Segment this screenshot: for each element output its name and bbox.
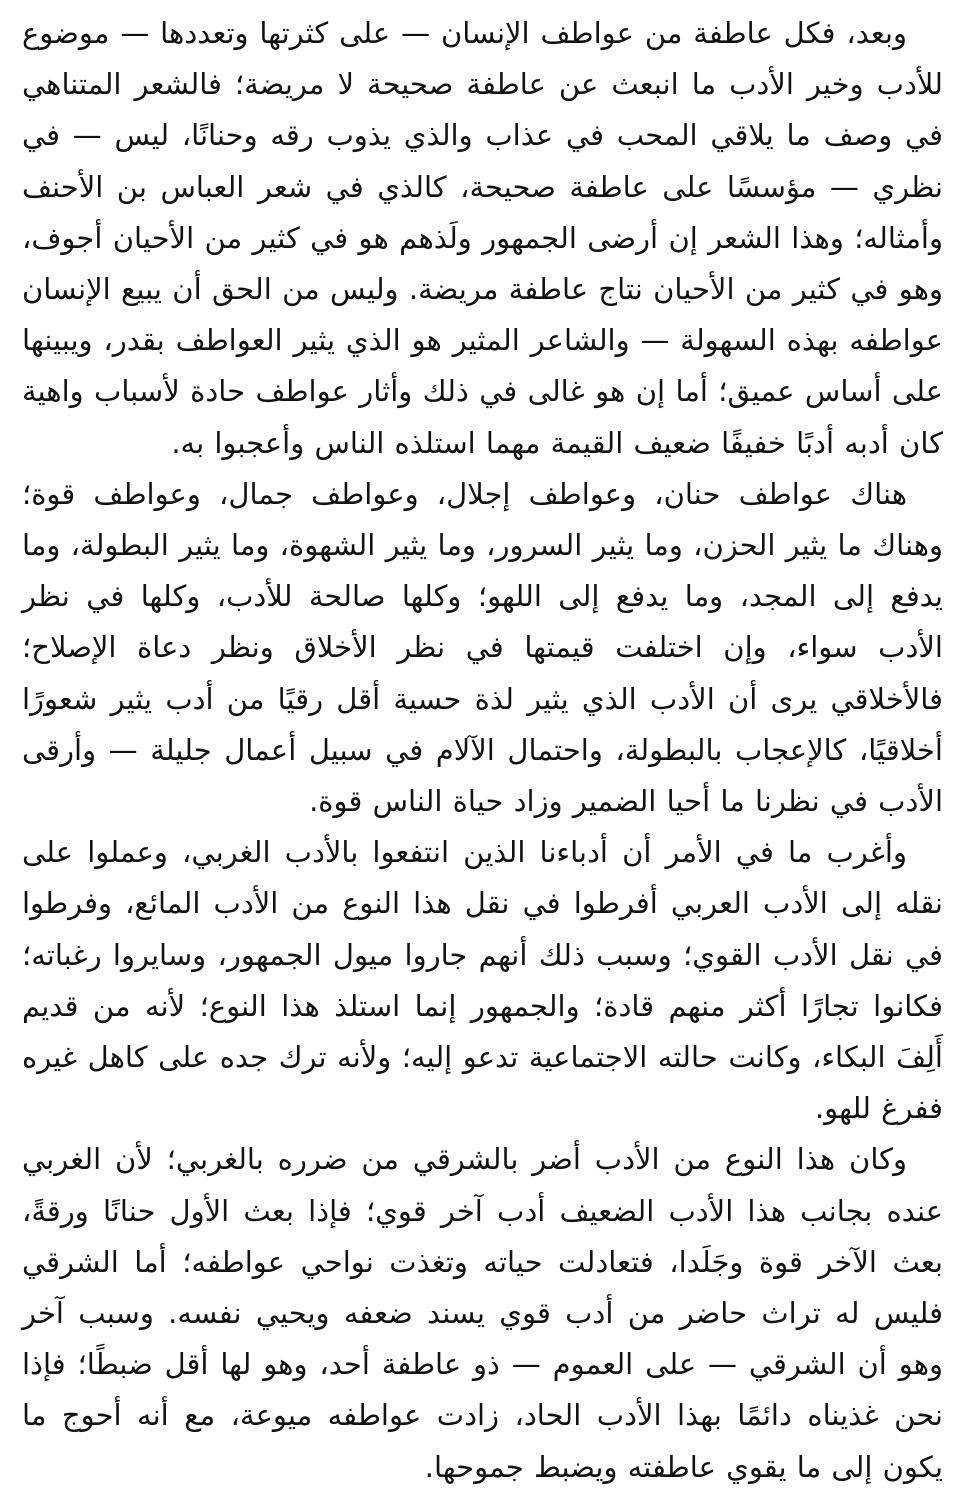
cropped-line-text	[22, 0, 943, 8]
paragraph-4: وكان هذا النوع من الأدب أضر بالشرقي من ضرره بالغربي؛ لأن الغربي عنده بجانب هذا الأدب الضعيف أدب آخر قوي؛ فإذا بعث الأول حنانًا ورقةً، بعث الآخر قوة وجَلَدا، فتعادلت حياته وتغذت نواحي عواطفه؛ أما الشرقي فليس له تراث حاضر من أدب قوي يسند ضعفه ويحيي نفسه. وسبب آخر وهو أن الشرقي — على العموم — ذو عاطفة أحد، وهو لها أقل ضبطًا؛ فإذا نحن غذيناه دائمًا بهذا الأدب الحاد، زادت عواطفه ميوعة، مع أنه أحوج ما يكون إلى ما يقوي عاطفته ويضبط جموحها.	[22, 1142, 943, 1484]
cropped-top-line	[22, 0, 943, 8]
paragraph-1: وبعد، فكل عاطفة من عواطف الإنسان — على كثرتها وتعددها — موضوع للأدب وخير الأدب ما انبعث عن عاطفة صحيحة لا مريضة؛ فالشعر المتناهي في وصف ما يلاقي المحب في عذاب والذي يذوب رقه وحنانًا، ليس — في نظري — مؤسسًا على عاطفة صحيحة، كالذي في شعر العباس بن الأحنف وأمثاله؛ وهذا الشعر إن أرضى الجمهور ولَذهم هو في كثير من الأحيان أجوف، وهو في كثير من الأحيان نتاج عاطفة مريضة. وليس من الحق أن يبيع الإنسان عواطفه بهذه السهولة — والشاعر المثير هو الذي يثير العواطف بقدر، ويبينها على أساس عميق؛ أما إن هو غالى في ذلك وأثار عواطف حادة لأسباب واهية كان أدبه أدبًا خفيفًا ضعيف القيمة مهما استلذه الناس وأعجبوا به.	[22, 16, 943, 460]
paragraph-2: هناك عواطف حنان، وعواطف إجلال، وعواطف جمال، وعواطف قوة؛ وهناك ما يثير الحزن، وما يثير السرور، وما يثير الشهوة، وما يثير البطولة، وما يدفع إلى المجد، وما يدفع إلى اللهو؛ وكلها صالحة للأدب، وكلها في نظر الأدب سواء، وإن اختلفت قيمتها في نظر الأخلاق ونظر دعاة الإصلاح؛ فالأخلاقي يرى أن الأدب الذي يثير لذة حسية أقل رقيًا من أدب يثير شعورًا أخلاقيًا، كالإعجاب بالبطولة، واحتمال الآلام في سبيل أعمال جليلة — وأرقى الأدب في نظرنا ما أحيا الضمير وزاد حياة الناس قوة.	[22, 476, 943, 819]
paragraph-3: وأغرب ما في الأمر أن أدباءنا الذين انتفعوا بالأدب الغربي، وعملوا على نقله إلى الأدب العربي أفرطوا في نقل هذا النوع من الأدب المائع، وفرطوا في نقل الأدب القوي؛ وسبب ذلك أنهم جاروا ميول الجمهور، وسايروا رغباته؛ فكانوا تجارًا أكثر منهم قادة؛ والجمهور إنما استلذ هذا النوع؛ لأنه من قديم أَلِفَ البكاء، وكانت حالته الاجتماعية تدعو إليه؛ ولأنه ترك جده على كاهل غيره ففرغ للهو.	[22, 835, 943, 1126]
